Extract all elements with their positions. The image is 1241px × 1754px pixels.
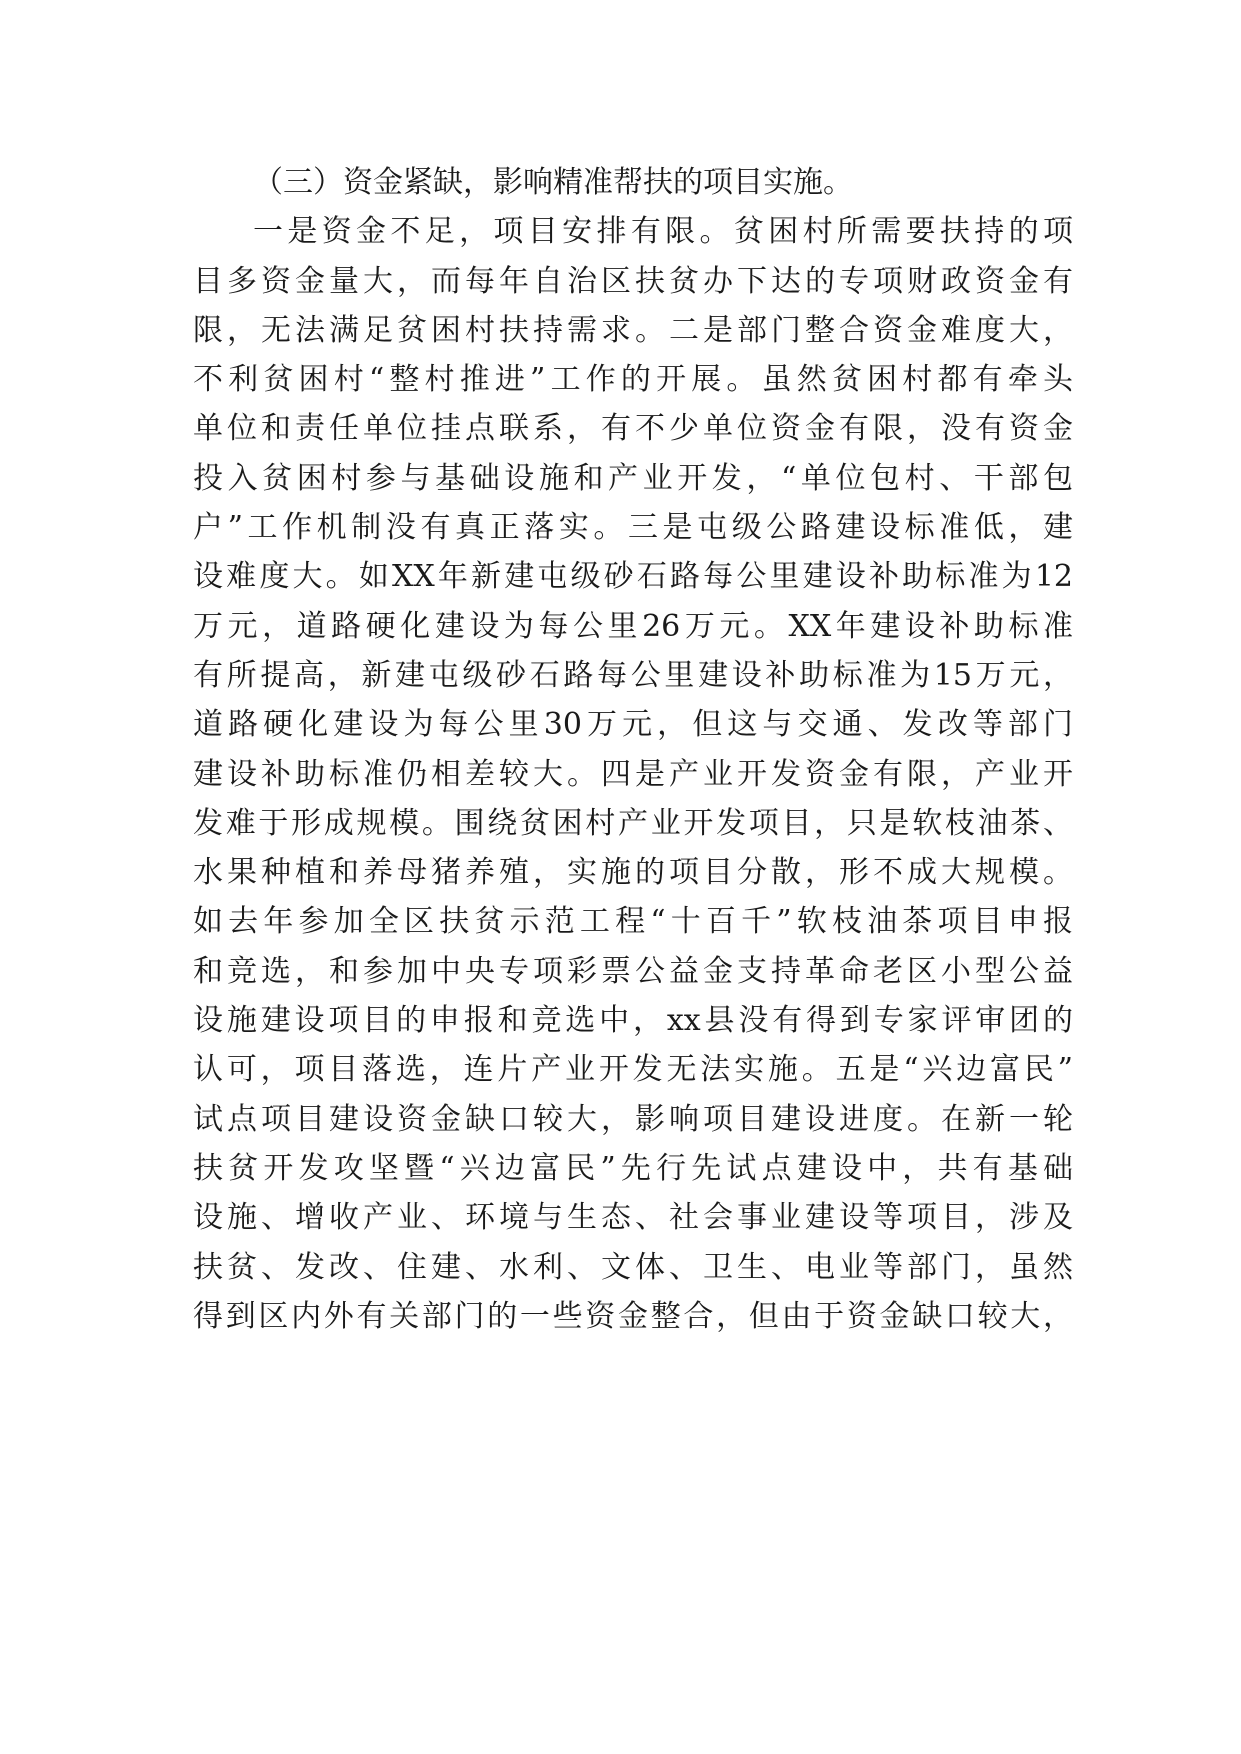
paragraph-line: 万元，道路硬化建设为每公里26万元。XX年建设补助标准: [193, 608, 1073, 644]
paragraph-line: 建设补助标准仍相差较大。四是产业开发资金有限，产业开: [193, 756, 1073, 792]
paragraph-line: 试点项目建设资金缺口较大，影响项目建设进度。在新一轮: [193, 1101, 1073, 1137]
paragraph-line: 道路硬化建设为每公里30万元，但这与交通、发改等部门: [193, 707, 1073, 743]
paragraph-line: 不利贫困村“整村推进”工作的开展。虽然贫困村都有牵头: [193, 362, 1073, 398]
paragraph-line: 一是资金不足，项目安排有限。贫困村所需要扶持的项: [253, 214, 1073, 250]
paragraph-line: 设难度大。如XX年新建屯级砂石路每公里建设补助标准为12: [193, 559, 1073, 595]
paragraph-line: 设施、增收产业、环境与生态、社会事业建设等项目，涉及: [193, 1200, 1073, 1236]
paragraph-line: 得到区内外有关部门的一些资金整合，但由于资金缺口较大，: [193, 1298, 1073, 1334]
paragraph-line: 和竞选，和参加中央专项彩票公益金支持革命老区小型公益: [193, 953, 1073, 989]
paragraph-line: 单位和责任单位挂点联系，有不少单位资金有限，没有资金: [193, 411, 1073, 447]
paragraph-line: 扶贫开发攻坚暨“兴边富民”先行先试点建设中，共有基础: [193, 1150, 1073, 1186]
section-heading: （三）资金紧缺，影响精准帮扶的项目实施。: [253, 165, 853, 200]
paragraph-line: 投入贫困村参与基础设施和产业开发，“单位包村、干部包: [193, 460, 1073, 496]
paragraph-line: 水果种植和养母猪养殖，实施的项目分散，形不成大规模。: [193, 855, 1073, 891]
paragraph-line: 如去年参加全区扶贫示范工程“十百千”软枝油茶项目申报: [193, 904, 1073, 940]
document-body: [193, 158, 1073, 1341]
paragraph-line: 设施建设项目的申报和竞选中，xx县没有得到专家评审团的: [193, 1003, 1073, 1039]
paragraph-line: 认可，项目落选，连片产业开发无法实施。五是“兴边富民”: [193, 1052, 1073, 1088]
paragraph-line: 发难于形成规模。围绕贫困村产业开发项目，只是软枝油茶、: [193, 805, 1073, 841]
paragraph-line: 扶贫、发改、住建、水利、文体、卫生、电业等部门，虽然: [193, 1249, 1073, 1285]
paragraph-line: 有所提高，新建屯级砂石路每公里建设补助标准为15万元，: [193, 657, 1073, 693]
paragraph-line: 户”工作机制没有真正落实。三是屯级公路建设标准低，建: [193, 510, 1073, 546]
paragraph-line: 目多资金量大，而每年自治区扶贫办下达的专项财政资金有: [193, 263, 1073, 299]
paragraph-line: 限，无法满足贫困村扶持需求。二是部门整合资金难度大，: [193, 312, 1073, 348]
